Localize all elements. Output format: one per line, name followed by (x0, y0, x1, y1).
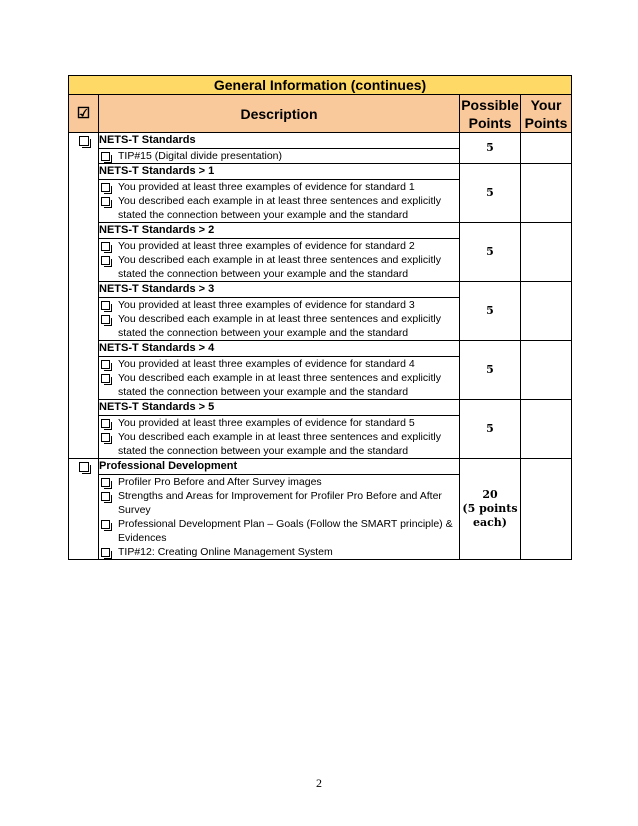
list-item-text: Profiler Pro Before and After Survey images (118, 476, 322, 488)
section-items (99, 298, 460, 341)
your-points-cell[interactable] (521, 341, 572, 400)
pd-points-line3: each) (472, 516, 508, 529)
list-item-text: TIP#15 (Digital divide presentation) (118, 150, 283, 162)
checkbox-icon (101, 152, 110, 161)
possible-points-cell: 5 (460, 133, 521, 164)
list-item[interactable] (99, 416, 459, 430)
your-points-header-line1: Your (530, 96, 562, 113)
checkbox-icon (101, 315, 110, 324)
nets-section-4-title-row (69, 341, 572, 357)
checkbox-icon (79, 136, 89, 146)
list-item-text: You described each example in at least three sentences and explicitly stated the connection between your example and the standard (118, 254, 441, 280)
pd-title-row (69, 459, 572, 475)
section-title: NETS-T Standards > 3 (99, 282, 460, 298)
pd-points-line1: 20 (482, 488, 498, 501)
list-item-text: Professional Development Plan – Goals (Follow the SMART principle) & Evidences (118, 518, 453, 544)
list-item[interactable] (99, 371, 459, 399)
nets-section-0-title-row (69, 133, 572, 149)
possible-points-header-line1: Possible (461, 96, 519, 113)
nets-section-5-title-row (69, 400, 572, 416)
list-item[interactable] (99, 194, 459, 222)
list-item-text: You provided at least three examples of evidence for standard 4 (118, 358, 415, 370)
your-points-cell[interactable] (521, 282, 572, 341)
list-item[interactable] (99, 149, 459, 163)
your-points-cell[interactable] (521, 223, 572, 282)
list-item[interactable] (99, 239, 459, 253)
list-item[interactable] (99, 357, 459, 371)
checkbox-icon (101, 520, 110, 529)
your-points-header-line2: Points (524, 114, 568, 131)
list-item-text: You provided at least three examples of evidence for standard 2 (118, 240, 415, 252)
checkbox-icon (101, 548, 110, 557)
section-items (99, 475, 460, 560)
pd-points-line2: (5 points (462, 502, 518, 515)
checkbox-icon (101, 183, 110, 192)
list-item[interactable] (99, 545, 459, 559)
checkbox-icon (101, 301, 110, 310)
table-title-row (69, 76, 572, 95)
section-title: NETS-T Standards > 2 (99, 223, 460, 239)
possible-points-cell (460, 459, 521, 560)
list-item-text: TIP#12: Creating Online Management System (118, 546, 333, 558)
section-items (99, 416, 460, 459)
checkbox-icon (101, 256, 110, 265)
section-title: NETS-T Standards > 4 (99, 341, 460, 357)
checkbox-icon (101, 197, 110, 206)
checkbox-icon (101, 419, 110, 428)
possible-points-cell: 5 (460, 282, 521, 341)
list-item-text: Strengths and Areas for Improvement for Profiler Pro Before and After Survey (118, 490, 442, 516)
checkbox-icon (101, 433, 110, 442)
checkbox-icon (101, 242, 110, 251)
section-items (99, 149, 460, 164)
list-item-text: You described each example in at least three sentences and explicitly stated the connection between your example and the standard (118, 313, 441, 339)
list-item[interactable] (99, 298, 459, 312)
list-item-text: You provided at least three examples of evidence for standard 1 (118, 181, 415, 193)
table-title: General Information (continues) (69, 76, 572, 95)
possible-points-header-line2: Points (468, 114, 512, 131)
checked-box-icon: ☑ (69, 95, 99, 133)
your-points-cell[interactable] (521, 400, 572, 459)
list-item[interactable] (99, 489, 459, 517)
list-item[interactable] (99, 517, 459, 545)
header-row (69, 95, 572, 133)
checkbox-icon (101, 374, 110, 383)
possible-points-cell: 5 (460, 341, 521, 400)
list-item[interactable] (99, 475, 459, 489)
page-number: 2 (316, 776, 322, 790)
nets-section-1-title-row (69, 164, 572, 180)
nets-section-2-title-row (69, 223, 572, 239)
your-points-cell[interactable] (521, 164, 572, 223)
section-items (99, 239, 460, 282)
possible-points-cell: 5 (460, 164, 521, 223)
list-item-text: You provided at least three examples of evidence for standard 3 (118, 299, 415, 311)
list-item-text: You described each example in at least three sentences and explicitly stated the connection between your example and the standard (118, 431, 441, 457)
section-items (99, 357, 460, 400)
list-item[interactable] (99, 430, 459, 458)
section-title: NETS-T Standards > 1 (99, 164, 460, 180)
list-item[interactable] (99, 253, 459, 281)
checkbox-icon (79, 462, 89, 472)
list-item-text: You provided at least three examples of evidence for standard 5 (118, 417, 415, 429)
your-points-header (521, 95, 572, 133)
list-item-text: You described each example in at least three sentences and explicitly stated the connection between your example and the standard (118, 195, 441, 221)
possible-points-cell: 5 (460, 400, 521, 459)
your-points-cell[interactable] (521, 133, 572, 164)
section-title: NETS-T Standards (99, 133, 460, 149)
list-item[interactable] (99, 180, 459, 194)
section-items (99, 180, 460, 223)
list-item-text: You described each example in at least three sentences and explicitly stated the connection between your example and the standard (118, 372, 441, 398)
nets-section-3-title-row (69, 282, 572, 298)
list-item[interactable] (99, 312, 459, 340)
description-header: Description (99, 95, 460, 133)
checkbox-icon (101, 360, 110, 369)
section-title: NETS-T Standards > 5 (99, 400, 460, 416)
grading-rubric-table (68, 75, 572, 560)
nets-checkbox[interactable] (69, 133, 99, 459)
your-points-cell[interactable] (521, 459, 572, 560)
pd-checkbox[interactable] (69, 459, 99, 560)
checkbox-icon (101, 478, 110, 487)
checkbox-icon (101, 492, 110, 501)
section-title: Professional Development (99, 459, 460, 475)
possible-points-cell: 5 (460, 223, 521, 282)
possible-points-header (460, 95, 521, 133)
